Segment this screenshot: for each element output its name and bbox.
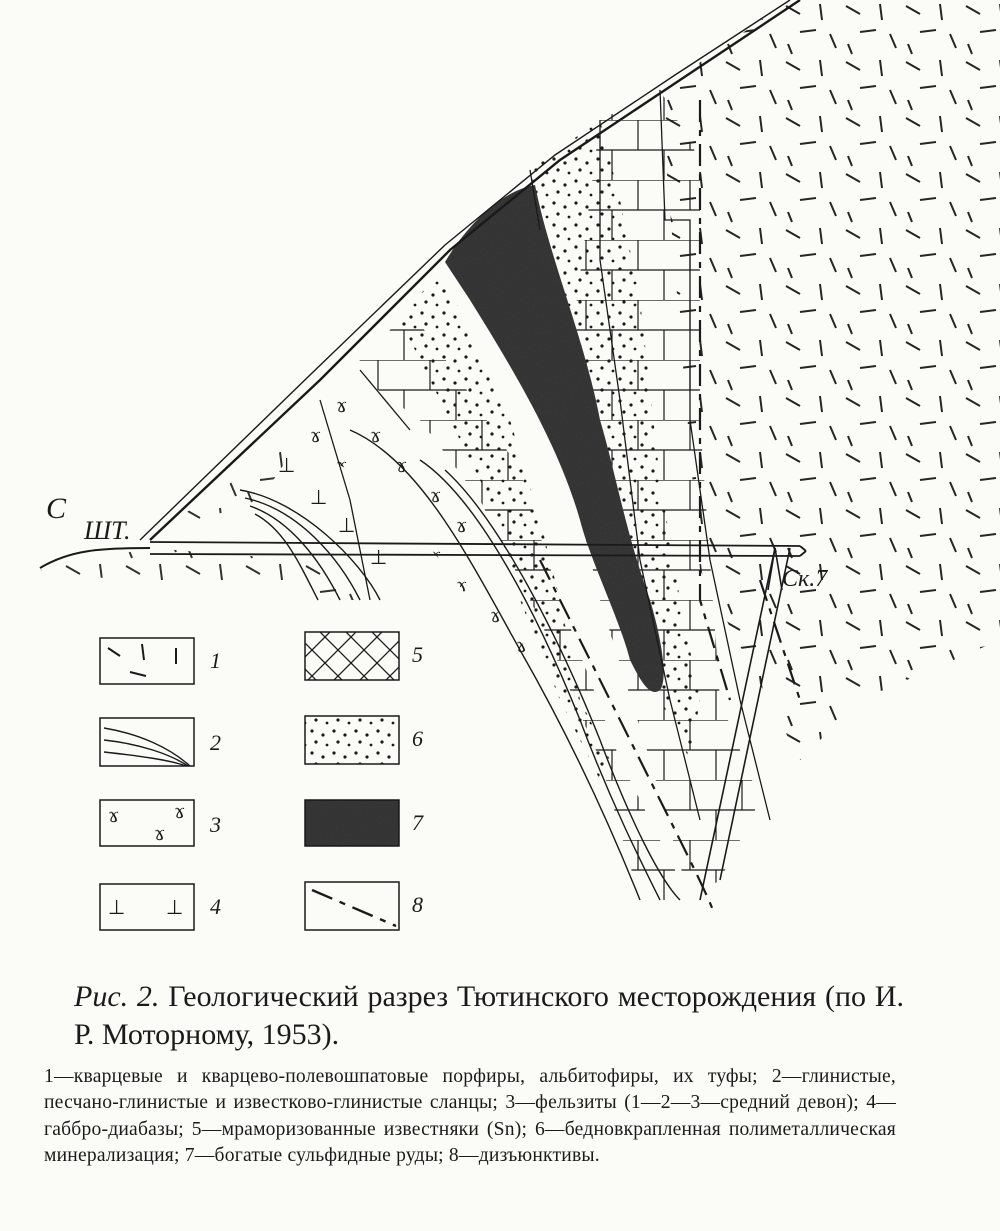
legend-num-6: 6: [412, 726, 423, 751]
legend-box-3: [100, 799, 194, 846]
svg-text:ɤ: ɤ: [108, 803, 120, 827]
label-borehole: Ск.7: [782, 566, 828, 592]
legend-box-6: [305, 716, 399, 764]
legend-num-7: 7: [412, 810, 423, 835]
legend-num-4: 4: [210, 894, 221, 919]
svg-text:⊥: ⊥: [108, 895, 126, 919]
label-north: С: [46, 492, 67, 525]
legend-num-8: 8: [412, 892, 423, 917]
svg-text:⊥: ⊥: [166, 895, 184, 919]
legend-box-1: [100, 638, 194, 684]
legend-box-4: [100, 884, 194, 930]
legend-notes: 1—кварцевые и кварцево-полевошпатовые порфиры, альбитофиры, их туфы; 2—глинистые, песчано-глинистые и известково-глинистые сланцы; 3—фельзиты (1—2—3—средний девон); 4—габбро-диабазы; 5—мраморизованные известняки (Sn); 6—бедновкрапленная полиметаллическая минерализация; 7—богатые сульфидные руды; 8—дизъюнктивы.: [44, 1066, 896, 1167]
legend-num-3: 3: [210, 812, 221, 837]
figure-caption: [74, 978, 904, 1054]
legend-num-2: 2: [210, 730, 221, 755]
legend-num-1: 1: [210, 648, 221, 673]
caption-text: Геологический разрез Тютинского месторождения (по И. Р. Моторному, 1953).: [74, 980, 905, 1051]
legend-box-2: [100, 718, 194, 766]
legend-box-8: [305, 882, 399, 930]
svg-text:ɤ: ɤ: [174, 799, 186, 823]
label-adit: ШТ.: [84, 516, 131, 545]
legend-num-5: 5: [412, 642, 423, 667]
caption-prefix: Рис. 2.: [74, 980, 160, 1013]
legend-box-5: [305, 632, 399, 680]
svg-text:ɤ: ɤ: [154, 821, 166, 845]
legend-box-7: [305, 800, 399, 846]
